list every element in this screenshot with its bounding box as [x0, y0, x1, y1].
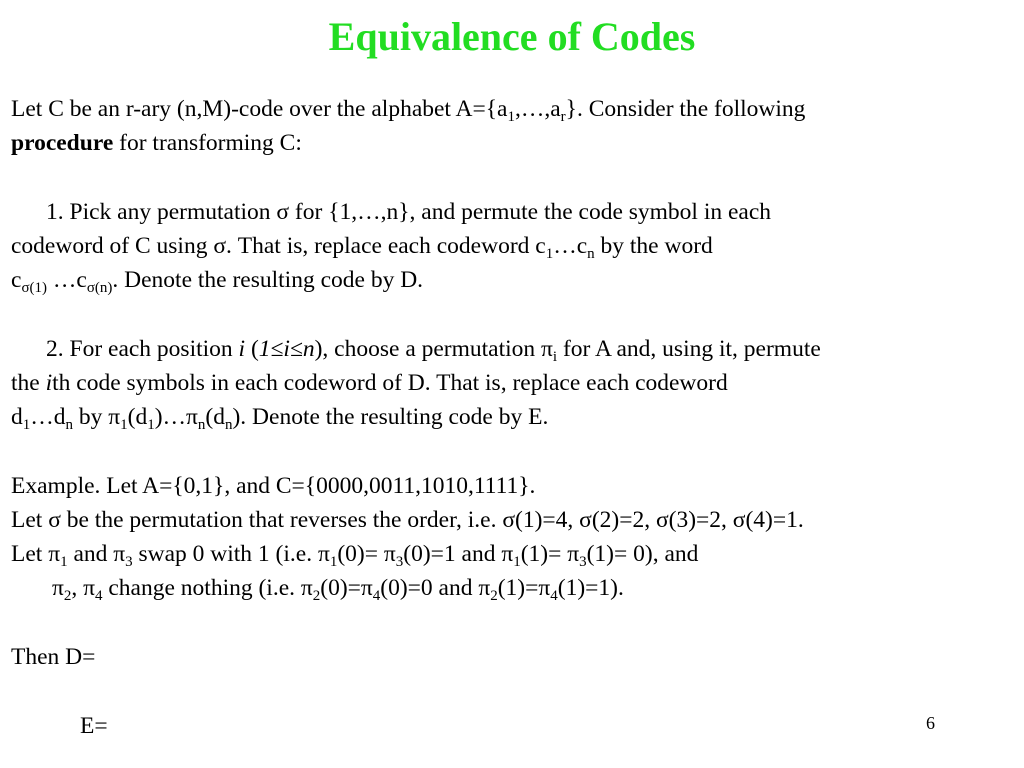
text: c [11, 267, 22, 293]
subscript: i [552, 349, 558, 365]
subscript: 4 [550, 588, 558, 604]
text: , π [71, 575, 95, 601]
example-line-2: Let σ be the permutation that reverses the order, i.e. σ(1)=4, σ(2)=2, σ(3)=2, σ(4)=1. [11, 507, 804, 533]
subscript: 1 [120, 417, 128, 433]
text: ,…,a [514, 96, 561, 122]
text: (0)=π [320, 575, 373, 601]
procedure-keyword: procedure [11, 130, 114, 156]
subscript: n [197, 417, 206, 433]
example-line-3 [11, 539, 698, 569]
example-line-4 [52, 573, 624, 603]
text: Let C be an r-ary (n,M)-code over the alphabet A={a [11, 96, 508, 122]
text: (0)=0 and π [380, 575, 491, 601]
text: for A and, using it, permute [557, 336, 821, 362]
text: (1)=1). [557, 575, 624, 601]
subscript: 3 [125, 554, 133, 570]
step2-line-3 [11, 402, 548, 432]
text: swap 0 with 1 (i.e. π [132, 541, 330, 567]
text: (1)= π [520, 541, 580, 567]
step1-line-1: 1. Pick any permutation σ for {1,…,n}, and permute the code symbol in each [46, 199, 772, 225]
text: th code symbols in each codeword of D. That is, replace each codeword [52, 370, 728, 396]
subscript: 1 [513, 554, 521, 570]
subscript: 1 [507, 109, 515, 125]
subscript: 4 [95, 588, 103, 604]
subscript: r [560, 109, 566, 125]
text: (d [205, 404, 225, 430]
text: …c [553, 233, 588, 259]
step1-line-2 [11, 231, 713, 261]
text: for transforming C: [113, 130, 302, 156]
text: 2. For each position [46, 336, 239, 362]
page-number: 6 [926, 713, 935, 733]
slide-title: Equivalence of Codes [328, 14, 696, 59]
italic-i: i [45, 370, 53, 396]
text: (d [127, 404, 148, 430]
subscript: 3 [395, 554, 404, 570]
text: (1)= 0), and [586, 541, 699, 567]
subscript: 1 [60, 554, 68, 570]
text: by π [73, 404, 121, 430]
text: d [11, 404, 23, 430]
text: codeword of C using σ. That is, replace each codeword c [11, 233, 546, 259]
text: Let π [11, 541, 61, 567]
text: and π [67, 541, 126, 567]
intro-line-1 [11, 94, 805, 124]
text: ), choose a permutation π [314, 336, 553, 362]
subscript: 2 [63, 588, 72, 604]
result-e-label: E= [80, 713, 108, 739]
text: )…π [154, 404, 198, 430]
text: }. Consider the following [565, 96, 806, 122]
subscript: σ(n) [86, 280, 113, 296]
text: (1)=π [497, 575, 551, 601]
italic-range: 1≤i≤n [258, 336, 315, 362]
subscript: n [587, 246, 595, 262]
text: by the word [594, 233, 713, 259]
text: (0)= π [337, 541, 396, 567]
subscript: 2 [490, 588, 498, 604]
subscript: σ(1) [21, 280, 48, 296]
step2-line-2 [11, 368, 728, 398]
result-d-label: Then D= [11, 644, 96, 670]
text: the [11, 370, 46, 396]
subscript: 3 [579, 554, 587, 570]
example-line-1: Example. Let A={0,1}, and C={0000,0011,1010,1111}. [11, 473, 536, 499]
subscript: 1 [329, 554, 338, 570]
intro-line-2 [11, 128, 302, 158]
subscript: n [224, 417, 233, 433]
text: (0)=1 and π [403, 541, 514, 567]
italic-i: i [238, 336, 246, 362]
step1-line-3 [11, 265, 423, 295]
subscript: 1 [545, 246, 554, 262]
text: change nothing (i.e. π [102, 575, 313, 601]
step2-line-1 [46, 334, 821, 364]
subscript: 2 [312, 588, 321, 604]
text: …c [47, 267, 87, 293]
subscript: 4 [372, 588, 381, 604]
subscript: n [65, 417, 73, 433]
subscript: 1 [22, 417, 31, 433]
subscript: 1 [147, 417, 155, 433]
text: π [52, 575, 64, 601]
text: . Denote the resulting code by D. [112, 267, 424, 293]
text: ). Denote the resulting code by E. [232, 404, 549, 430]
text: ( [245, 336, 259, 362]
text: …d [30, 404, 66, 430]
